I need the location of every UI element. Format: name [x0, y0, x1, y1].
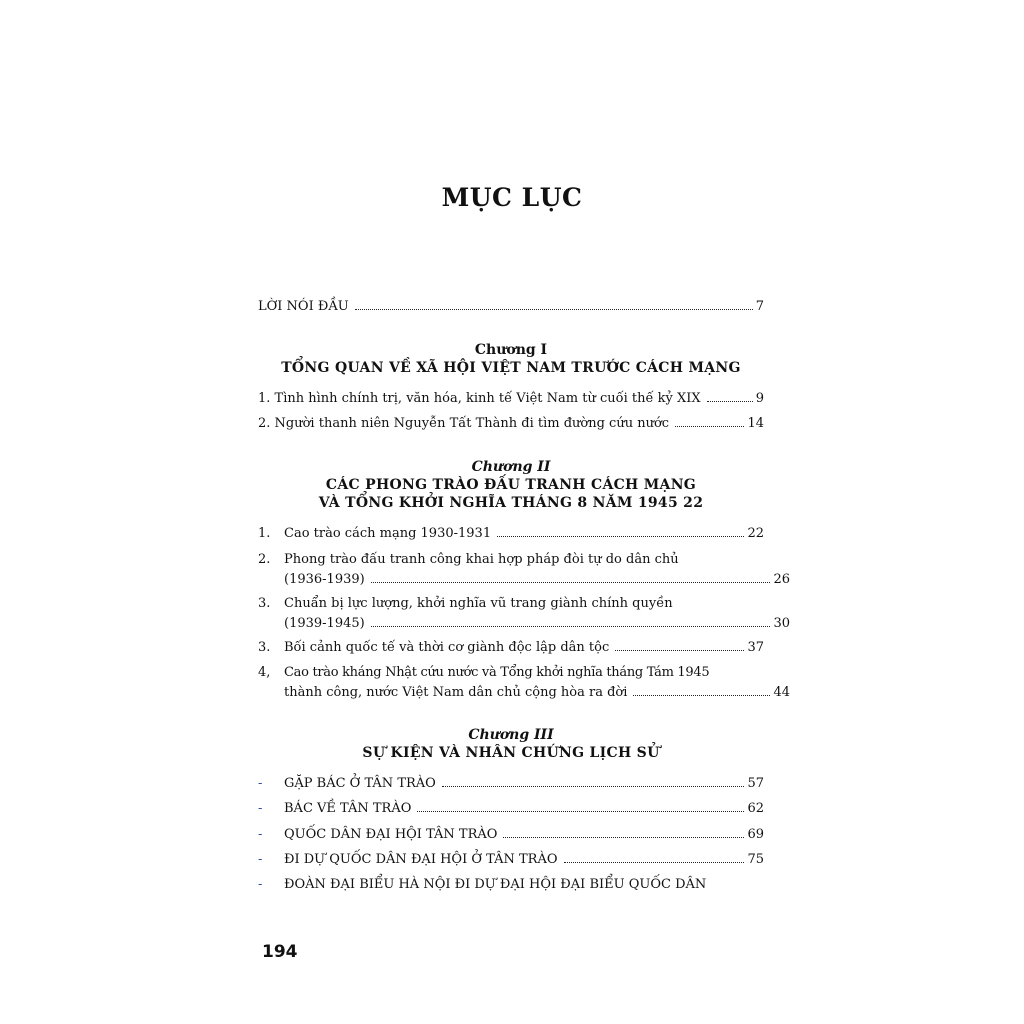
entry-page: 57 [747, 776, 764, 791]
toc-entry[interactable] [258, 389, 764, 409]
entry-page: 44 [773, 685, 790, 700]
entry-text: LỜI NÓI ĐẦU [258, 299, 349, 314]
entry-page: 30 [773, 616, 790, 631]
dot-leader [707, 401, 753, 402]
dot-leader [503, 837, 744, 838]
entry-marker: 3. [258, 596, 271, 611]
dot-leader [497, 536, 744, 537]
entry-page: 9 [755, 391, 764, 406]
entry-page: 26 [773, 572, 790, 587]
dot-leader [371, 582, 771, 583]
toc-entry[interactable] [258, 524, 764, 544]
dot-leader [675, 426, 744, 427]
dot-leader [615, 650, 744, 651]
entry-text: Chuẩn bị lực lượng, khởi nghĩa vũ trang giành chính quyền [284, 596, 673, 611]
entry-page: 37 [747, 640, 764, 655]
entry-marker: - [258, 801, 263, 816]
entry-text: ĐOÀN ĐẠI BIỂU HÀ NỘI ĐI DỰ ĐẠI HỘI ĐẠI BIỂU QUỐC DÂN [284, 877, 707, 892]
entry-marker: 4, [258, 665, 271, 680]
entry-text: 2. Người thanh niên Nguyễn Tất Thành đi tìm đường cứu nước [258, 416, 670, 431]
entry-text: Cao trào cách mạng 1930-1931 [284, 526, 492, 541]
entry-marker: - [258, 776, 263, 791]
toc-entry[interactable] [258, 875, 764, 895]
chapter-label: Chương I [474, 342, 548, 358]
chapter-title: VÀ TỔNG KHỞI NGHĨA THÁNG 8 NĂM 1945 22 [318, 495, 704, 511]
entry-marker: - [258, 852, 263, 867]
chapter-title: SỰ KIỆN VÀ NHÂN CHỨNG LỊCH SỬ [362, 745, 660, 761]
entry-marker: - [258, 827, 263, 842]
toc-entry[interactable] [258, 414, 764, 434]
toc-entry[interactable] [258, 550, 790, 590]
toc-entry-preface[interactable] [258, 297, 764, 317]
page-title: MỤC LỤC [441, 183, 583, 212]
toc-entry[interactable] [258, 638, 764, 658]
page-number: 194 [262, 942, 298, 962]
toc-entry[interactable] [258, 825, 764, 845]
dot-leader [371, 626, 771, 627]
entry-marker: - [258, 877, 263, 892]
entry-page: 75 [747, 852, 764, 867]
toc-entry[interactable] [258, 774, 764, 794]
entry-page: 69 [747, 827, 764, 842]
toc-entry[interactable] [258, 663, 790, 703]
chapter-label: Chương III [468, 727, 554, 743]
dot-leader [633, 695, 770, 696]
entry-text: BÁC VỀ TÂN TRÀO [284, 801, 412, 816]
entry-text: (1936-1939) [284, 572, 365, 587]
toc-entry[interactable] [258, 850, 764, 870]
entry-marker: 1. [258, 526, 271, 541]
entry-marker: 2. [258, 552, 271, 567]
dot-leader [564, 862, 745, 863]
entry-marker: 3. [258, 640, 271, 655]
entry-text: Cao trào kháng Nhật cứu nước và Tổng khởi nghĩa tháng Tám 1945 [284, 665, 710, 680]
entry-text: ĐI DỰ QUỐC DÂN ĐẠI HỘI Ở TÂN TRÀO [284, 852, 558, 867]
entry-page: 14 [747, 416, 764, 431]
entry-page: 62 [747, 801, 764, 816]
chapter-title: CÁC PHONG TRÀO ĐẤU TRANH CÁCH MẠNG [325, 477, 697, 493]
chapter-title: TỔNG QUAN VỀ XÃ HỘI VIỆT NAM TRƯỚC CÁCH MẠNG [281, 360, 741, 376]
entry-text: thành công, nước Việt Nam dân chủ cộng hòa ra đời [284, 685, 628, 700]
entry-text: QUỐC DÂN ĐẠI HỘI TÂN TRÀO [284, 827, 498, 842]
entry-page: 22 [747, 526, 764, 541]
dot-leader [355, 309, 753, 310]
toc-entry[interactable] [258, 799, 764, 819]
entry-text: Bối cảnh quốc tế và thời cơ giành độc lập dân tộc [284, 640, 610, 655]
entry-text: (1939-1945) [284, 616, 365, 631]
chapter-label: Chương II [471, 459, 551, 475]
entry-text: 1. Tình hình chính trị, văn hóa, kinh tế Việt Nam từ cuối thế kỷ XIX [258, 391, 701, 406]
entry-text: GẶP BÁC Ở TÂN TRÀO [284, 776, 436, 791]
toc-entry[interactable] [258, 594, 790, 634]
entry-page: 7 [755, 299, 764, 314]
entry-text: Phong trào đấu tranh công khai hợp pháp đòi tự do dân chủ [284, 552, 679, 567]
dot-leader [417, 811, 744, 812]
dot-leader [442, 786, 745, 787]
